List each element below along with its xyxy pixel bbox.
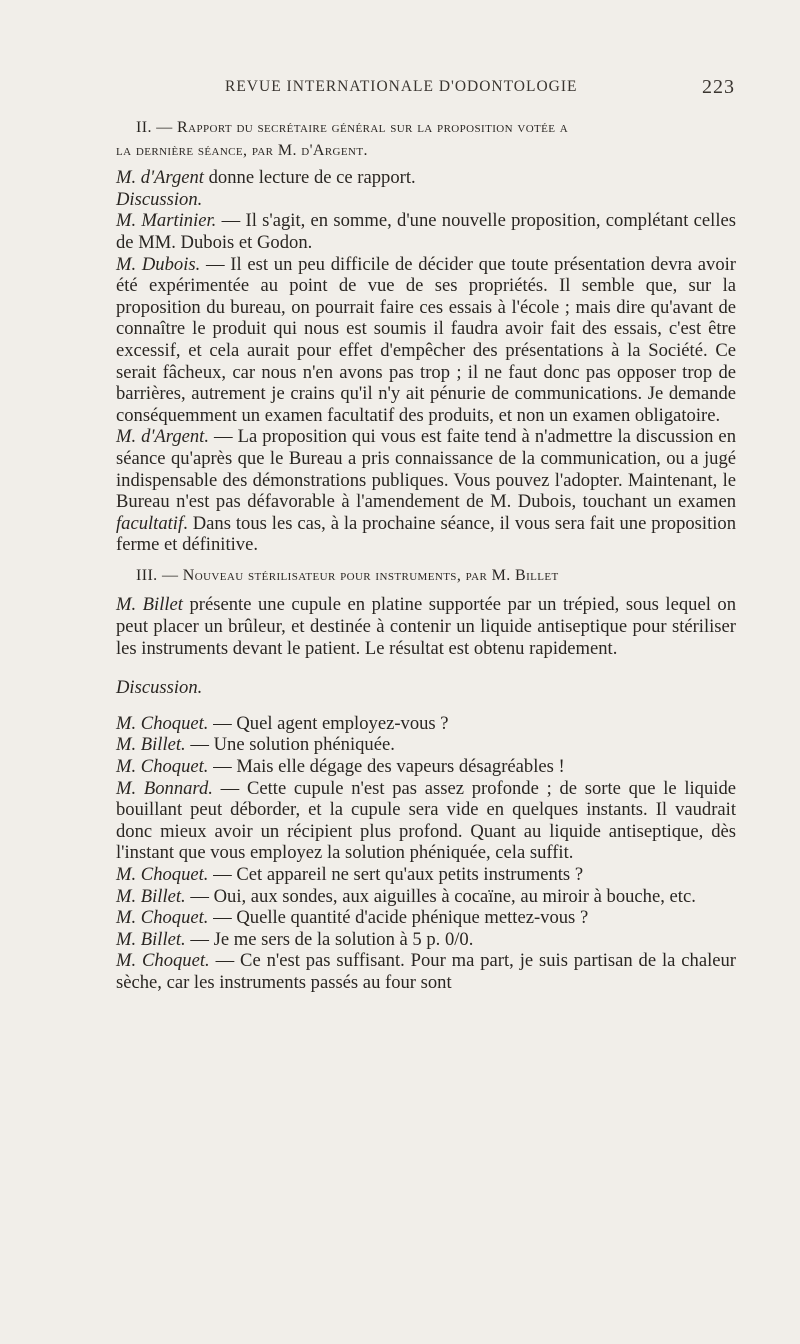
- dialogue-line: [116, 864, 736, 886]
- paragraph-martinier: [116, 210, 736, 253]
- dialogue-line: [116, 950, 736, 993]
- page-header: [225, 76, 735, 102]
- speaker-name: M. Martinier.: [116, 210, 217, 232]
- discussion-title-1: Discussion.: [116, 188, 203, 210]
- dialogue-text: — Quelle quantité d'acide phénique mettez-vous ?: [208, 907, 589, 929]
- dialogue-line: [116, 907, 736, 929]
- paragraph-billet: [116, 594, 736, 659]
- speaker-name: M. Choquet.: [116, 756, 209, 778]
- dialogue-text: — Cet appareil ne sert qu'aux petits instruments ?: [208, 864, 584, 885]
- dialogue-line: [116, 756, 736, 778]
- speaker-name: M. Bonnard.: [116, 777, 213, 799]
- paragraph-text: — Il est un peu difficile de décider que toute présentation devra avoir été expérimentée au point de vue de ses propriétés. Il semble que, sur la proposition du bureau, on pourrait faire ces essais à l'école ; mais dire qu'avant de connaître le produit qui nous est soumis il faudra avoir fait des essais, c'est être excessif, et cela aurait pour effet d'empêcher des présentations à la Société. Ce serait fâcheux, car nous n'en avons pas trop ; il ne faut donc pas opposer trop de barrières, autrement je crains qu'il n'y ait pénurie de communications. Je demande conséquemment un examen facultatif des produits, et non un examen obligatoire.: [116, 253, 736, 426]
- paragraph-text: — Il s'agit, en somme, d'une nouvelle proposition, complétant celles de MM. Dubois et Godon.: [116, 210, 736, 253]
- dialogue-text: — Je me sers de la solution à 5 p. 0/0.: [185, 928, 474, 950]
- section-3-heading-text: III. — Nouveau stérilisateur pour instruments, par M. Billet: [136, 566, 559, 584]
- speaker-name: M. Billet.: [116, 885, 186, 907]
- dialogue-line: [116, 734, 736, 756]
- discussion-title-2: Discussion.: [116, 677, 203, 699]
- page-body: [116, 116, 736, 994]
- paragraph-text: présente une cupule en platine supportée par un trépied, sous lequel on peut placer un brûleur, et destinée à contenir un liquide antiseptique pour stériliser les instruments devant le patient. Le résultat est obtenu rapidement.: [116, 594, 736, 659]
- speaker-name: M. Dubois.: [116, 253, 201, 275]
- speaker-name: M. Choquet.: [116, 712, 209, 734]
- dialogue-text: — Ce n'est pas suffisant. Pour ma part, je suis partisan de la chaleur sèche, car les instruments passés au four sont: [116, 950, 736, 993]
- dialogue-list: [116, 713, 736, 994]
- section-2-heading-line2: la dernière séance, par M. d'Argent.: [116, 141, 368, 159]
- speaker-name: M. Billet.: [116, 734, 186, 756]
- paragraph-text: — La proposition qui vous est faite tend à n'admettre la discussion en séance qu'après que le Bureau a pris connaissance de la communication, ou a jugé indispensable des démonstrations publiques. Vous pouvez l'adopter. Maintenant, le Bureau n'est pas défavorable à l'amendement de M. Dubois, touchant un examen: [116, 426, 736, 513]
- running-title: REVUE INTERNATIONALE D'ODONTOLOGIE: [225, 78, 578, 95]
- speaker-name: M. Billet: [116, 594, 183, 616]
- section-3-heading: [116, 564, 736, 587]
- speaker-name: M. d'Argent: [116, 167, 204, 189]
- speaker-name: M. d'Argent.: [116, 426, 209, 448]
- dialogue-text: — Mais elle dégage des vapeurs désagréables !: [208, 756, 565, 778]
- dialogue-line: [116, 778, 736, 864]
- emphasis-word: facultatif: [116, 512, 184, 534]
- speaker-name: M. Billet.: [116, 928, 186, 950]
- section-2-heading-cont: [116, 139, 736, 162]
- dialogue-line: [116, 886, 736, 908]
- speaker-name: M. Choquet.: [116, 907, 209, 929]
- dialogue-line: [116, 929, 736, 951]
- dialogue-text: — Cette cupule n'est pas assez profonde ; de sorte que le liquide bouillant peut déborder, et la cupule sera vide en quelques instants. Il vaudrait donc mieux avoir un récipient plus profond. Quant au liquide antiseptique, dès l'instant que vous employez la solution phéniquée, cela suffit.: [116, 777, 736, 864]
- speaker-name: M. Choquet.: [116, 864, 209, 885]
- section-2-heading-line1: II. — Rapport du secrétaire général sur la proposition votée a: [136, 119, 569, 136]
- paragraph-intro: [116, 167, 736, 189]
- paragraph-dubois: [116, 254, 736, 427]
- paragraph-text: . Dans tous les cas, à la prochaine séance, il vous sera fait une proposition ferme et définitive.: [116, 512, 736, 556]
- section-2-heading: [116, 116, 736, 139]
- dialogue-line: [116, 713, 736, 735]
- dialogue-text: — Une solution phéniquée.: [185, 734, 395, 756]
- dialogue-text: — Oui, aux sondes, aux aiguilles à cocaïne, au miroir à bouche, etc.: [185, 885, 696, 907]
- speaker-name: M. Choquet.: [116, 950, 210, 972]
- paragraph-argent: [116, 426, 736, 556]
- dialogue-text: — Quel agent employez-vous ?: [208, 712, 449, 734]
- paragraph-text: donne lecture de ce rapport.: [203, 167, 416, 189]
- page-number: 223: [702, 76, 735, 98]
